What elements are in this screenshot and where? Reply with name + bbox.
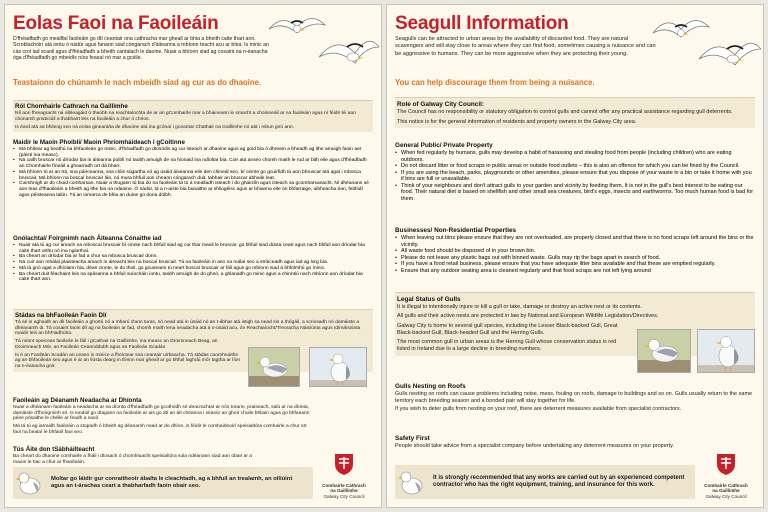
page-title: Seagull Information [395,13,569,34]
safety-heading: Tús Áite don tSábháilteacht [13,446,95,453]
list-item: • Do not discard litter or food scraps in public areas or outside food outlets – this is also an offence for which you can be fined by the Council. [395,163,755,170]
business-heading: Gnólachtaí/ Foirgnimh nach Áiteanna Cónaithe iad [13,235,162,242]
council-name-line3: Galway City Council [323,493,365,499]
gull-photo [637,329,691,373]
list-item: • Please do not leave any plastic bags out with binned waste. Gulls may rip the bags apart in search of food. [395,255,755,262]
flying-gull-icon [699,43,761,65]
list-item: • Ná caith bruscar nó dríodar bia in áiteanna poiblí nó taobh amuigh de na hionaid ina ndíoltar bia. Coir atá anseo chomh maith le rud ar bith eile agus d'fhéadfadh an Chomhairle fíneáil a ghearradh ort dá bharr. [13,158,373,169]
list-item: • When leaving out bins please ensure that they are not overloaded, are properly closed and that there is no food scraps left around the bins or the vicinity. [395,235,755,248]
business-section [395,227,755,274]
list-item: • Má bhítear ag beathú na bhfaoileán go minic, d'fhéadfadh go dtosódis ag cur isteach ar dhaoine agus ag goid bia ó dhream a bheadh ag ithe amuigh faoin aer (páistí ina measc). [13,147,373,158]
role-text: The Council has no responsibility or statutory obligation to control gulls and cannot offer any practical assistance regarding gull deterrents. [397,109,733,115]
list-item: • If you are using the beach, parks, playgrounds or other amenities, please ensure that you dispose of your waste in a bin or take it home with you if bins are full or unavailable. [395,170,755,183]
safety-section [13,446,263,465]
contractor-advice-text: Moltar go láidir gur conraitheoir ábalta le cleachtadh, ag a bhfuil an trealamh, an oiliúint agus an t-árachas ceart a thabharfadh faoin obair seo. [51,476,293,489]
property-section [13,139,373,198]
list-item: • When fed regularly by humans, gulls may develop a habit of harassing and stealing food from people (including children) who are eating outdoors. [395,150,755,163]
list-item: • Ba cheart an dríodar bia ar fad a chur sa mbosca bruscair donn. [13,254,373,260]
council-name-line2: na Gaillimhe [712,488,740,494]
role-note: This notice is for the general information of residents and property owners in the Galway City area. [397,118,637,125]
roofs-heading: Gulls Nesting on Roofs [395,383,466,390]
flying-gull-icon [319,41,379,63]
irish-info-sheet [4,4,382,508]
standing-gull-icon [15,470,45,496]
safety-section [395,435,685,450]
callout-heading: Teastaíonn do chúnamh le nach mbeidh siad ag cur as do dhaoine. [13,78,262,87]
council-logo [697,452,755,499]
roofs-text: Gulls nesting on roofs can cause problems including noise, mess, fouling on roofs, damage to buildings and so on. Gulls usually return to the same territory each breeding season and a bonded pair will stay together for life. [395,391,753,404]
contractor-advice-text: It is strongly recommended that any works are carried out by an experienced competent contractor who has the right equipment, training, and insurance for this work. [433,474,685,488]
property-heading: General Public/ Private Property [395,142,493,149]
intro-paragraph: D'fhéadfadh go meallfaí faoileáin go dtí ceantair ona cathracha mar gheall ar bhia a bheith caite thart ann. Scroblachóirí atá iontu ó nádúr agus fanann siad cóngarach d'áiteanna a mbíonn teacht acu ar bhia. Is minic an cás croí iad scaoil agus d'fhéadfadh a bheith cantalach le daoine. Nuair a bhíonn siad ag cosaint na n-éanacha óga d'fhéadfadh go mbeidís níos feasaí nó mar a gcéile. [13,36,269,62]
list-item: • Ba cheart duit féachaint leis na spásanna a bhfuil suíocháin iontu, taobh amuigh de do ghnó, a ghlanadh go minic agus a chinntiú nach mbíonn aon dríodar bia caite thart ann. [13,272,373,283]
council-name-line2: na Gaillimhe [330,488,358,494]
business-heading: Businesses/ Non-Residential Properties [395,227,517,234]
council-name-line1: Comhairle Cathrach [322,482,366,488]
list-item: • Ná cuir aon mhálaí plaisteacha amach in áireacht leis na boscaí bruscair. Tá na faoileáin in ann na málaí seo a stróiceadh agus iad ag lorg bia. [13,260,373,266]
list-item: • Nuair atá tú ag cur amach na mboscaí bruscair bí cinnte nach bhfuil siad ag cur thar maoil le bruscar, go bhfuil siad dúnta ceart agus nach bhfuil aon dríodar bia caite thart orthu nó ina ngiorthaí. [13,243,373,254]
legal-text: Tá sé in aghaidh an dlí faoileáin a ghortú nó a mharú d'aon turas, nó nead atá in úsáid nó an t-ábhar atá istigh sa nead sin a thógáil, a scriosadh nó damáiste a dhéanamh di. Tá cosaint faoin dlí ag na faoileáin ar fad, chomh maith lena neadacha atá á n-úsáid acu, ón Reachtaíocht/Treoracha Náisiúnta agus Idirnáisiúnta maidir leis an bhFiadhúlra. [15,320,361,337]
legal-heading: Legal Status of Gulls [397,296,461,303]
council-name-line1: Comhairle Cathrach [704,482,748,488]
roofs-deterrent-text: Má tá tú ag iarraidh faoileáin a stopadh ó bheith ag déanamh nead ar do dhíon, is féidir le comhairleoirí speisialtóra comhairle a chur ort faoi na bealaí le bhfaoil faoi seo. [13,424,307,435]
page-title: Eolas Faoi na Faoileáin [13,13,219,34]
council-name-line3: Galway City Council [705,493,747,499]
council-crest-icon [715,452,737,476]
standing-gull-icon [698,330,755,373]
standing-gull-icon [310,348,367,387]
roofs-text: Nuair a dhéanann faoileáin a neadacha ar na díonta d'fhéadfadh go gcothódh sé deacrachtaí ar nós torann, praiseach, salú ar na díonta, damáiste d'fhoirgnimh srl. Is iondúil go dtagann na faoileáin ar ais go dtí an áit chéanna i séasúr an ghoir chuile bhliain agus go bhfanann péire pósaithe le chéile ar feadh a saoil. [13,405,310,422]
list-item: • Think of your neighbours and don't attract gulls to your garden and vicinity by feeding them. It is not in the gull's best interest to be eating our food. Their natural diet is based on shellfish and other small sea creatures, bird's eggs, insects and earthworms. Too much human food is bad for them. [395,183,755,203]
contractor-advice-banner [395,465,695,499]
legal-text: It is illegal to intentionally injure or kill a gull or take, damage or destroy an active nest or its contents. [397,304,642,310]
species-text: Galway City is home to several gull species, including the Lesser Black-backed Gull, Great Black-backed Gull, Black-headed Gull and the Herring Gulls. [397,323,618,336]
role-text: Níl aon fhreagracht ná oibleagáid ó thaobh na reachtaíochta de ar an gComhairle mar a bhaineann le smacht a choinneáil ar na faoileáin agus ní féidir léi aon chúnamh praiticiúil a thabhairt leis na faoileáin a chur ó chrios. [15,111,356,122]
list-item: • All waste food should be disposed of in your brown bin. [395,248,755,255]
role-note: Is éard atá sa bhileog seo ná eolas ginearálta de dhaoine atá ina gcónaí i gceantar Chathair na Gaillimhe nó atá i mbun gnó ann. [15,124,294,130]
role-section [395,97,755,128]
roofs-deterrent-text: If you wish to deter gulls from nesting on your roof, there are deterrent measures available from specialist contractors. [395,406,682,412]
roofs-section [13,397,313,436]
property-heading: Maidir le Maoin Phoiblí/ Maoin Phríomháideach i gCoitinne [13,139,185,146]
council-crest-icon [333,452,355,476]
list-item: • Cuimhnigh ar do chuid comharsan. Nuair a thugann tú bia do na faoileáin tá tú á mealladh isteach i do ghairdín agus isteach sa gcomharsanacht. Ní dhéanann sé aon leas d'fhaoileáin a bheith ag ithe bia na ndaoine. Ó nádúr, tá a n-aiste bia bunaithe ar shliogéisc agus ar bhianna eile ón bhfarraige, uibheacha éan, feithidí agus péisteanna talún. Tá an iomarca de bhia an duine go dona dóibh. [13,181,373,198]
gull-photo [248,347,300,387]
list-item: • Má tá gnó agat a dhíolann bia, déan cinnte, le do thoil, go gcuireann tú neart boscaí bruscair ar fáil agus go mbíonn siad á bhfolmhú go minic. [13,266,373,272]
flying-gull-icon [269,18,325,33]
roofs-section [395,383,755,413]
intro-paragraph: Seagulls can be attracted to urban areas by the availability of discarded food. They are natural scavengers and will stay close to areas where they can find food, sometimes causing a nuisance and can be aggressive to humans. They can be more aggressive when they are protecting their young. [395,36,656,57]
list-item: • If you have a food retail business, please ensure that you have adequate litter bins available and that these are emptied regularly. [395,261,755,268]
callout-heading: You can help discourage them from being a nuisance. [395,78,595,87]
gull-photo [697,329,755,373]
standing-gull-icon [249,348,300,387]
list-item: • Má bhíonn tú ar an trá, sna páirceanna, sna clóis súgartha nó ag úsáid áiseanna eile den chineál seo, bí cinnte go gcuirfidh tú aon bhruscar atá agat i mbosca bruscair. Má bhíonn na boscaí bruscair lán, nó mura bhfuil aon cheann cóngarach duit, tabhair an bruscar abhaile leat. [13,170,373,181]
contractor-advice-banner [13,467,313,499]
herring-gull-text: The most common gull in urban areas is the Herring Gull whose conservation status is red listed in Ireland due to a large decline in breeding numbers. [397,339,617,352]
gull-photo [309,347,367,387]
business-section [13,235,373,283]
property-section [395,142,755,202]
flying-gull-icon [653,20,709,37]
safety-text: Ba cheart do dhaoine comhairle a fháil i dtosach ó chomhluacht speisialtóra sula ndéanann siad aon obair ar a maoin le bac a chur ar fhaoileáin. [13,454,252,465]
legal-protection-text: All gulls and their active nests are protected in law by National and European Wildlife Legislation/Directives. [397,312,659,319]
council-logo [315,452,373,499]
roofs-heading: Faoileáin ag Déanamh Neadacha ar Dhíonta [13,397,142,404]
standing-gull-icon [397,468,427,496]
list-item: • Ensure that any outdoor seating area is cleaned regularly and that food scraps are not left lying around [395,268,755,275]
legal-heading: Stádas na bhFaoileán Faoin Dlí [15,312,107,319]
role-heading: Role of Galway City Council: [397,101,484,108]
role-section [13,100,373,132]
species-text: Tá roinnt speiceas faoileán le fáil i gCathair na Gaillimhe, ina measc an Droimneach Beag, an Droimneach Mór, an Faoileán Ceannddubh agus an Faoileán Scadán. [15,339,218,350]
safety-text: People should take advice from a specialist company before undertaking any deterrent measures on your property. [395,443,675,449]
herring-gull-text: Is é an Faoileán Scadán an ceann is minice a fheictear sna ceantair uirbeacha. Tá stádas caomhnaithe ag an bhfaoileán seo agus é ar an liosta dearg in Éirinn mar gheall ar go bhfuil laghdú mór tagtha ar líon na n-éanacha goir. [15,352,241,369]
english-info-sheet [386,4,764,508]
standing-gull-icon [638,330,691,373]
safety-heading: Safety First [395,435,430,442]
role-heading: Ról Chomhairle Cathrach na Gaillimhe [15,103,128,110]
